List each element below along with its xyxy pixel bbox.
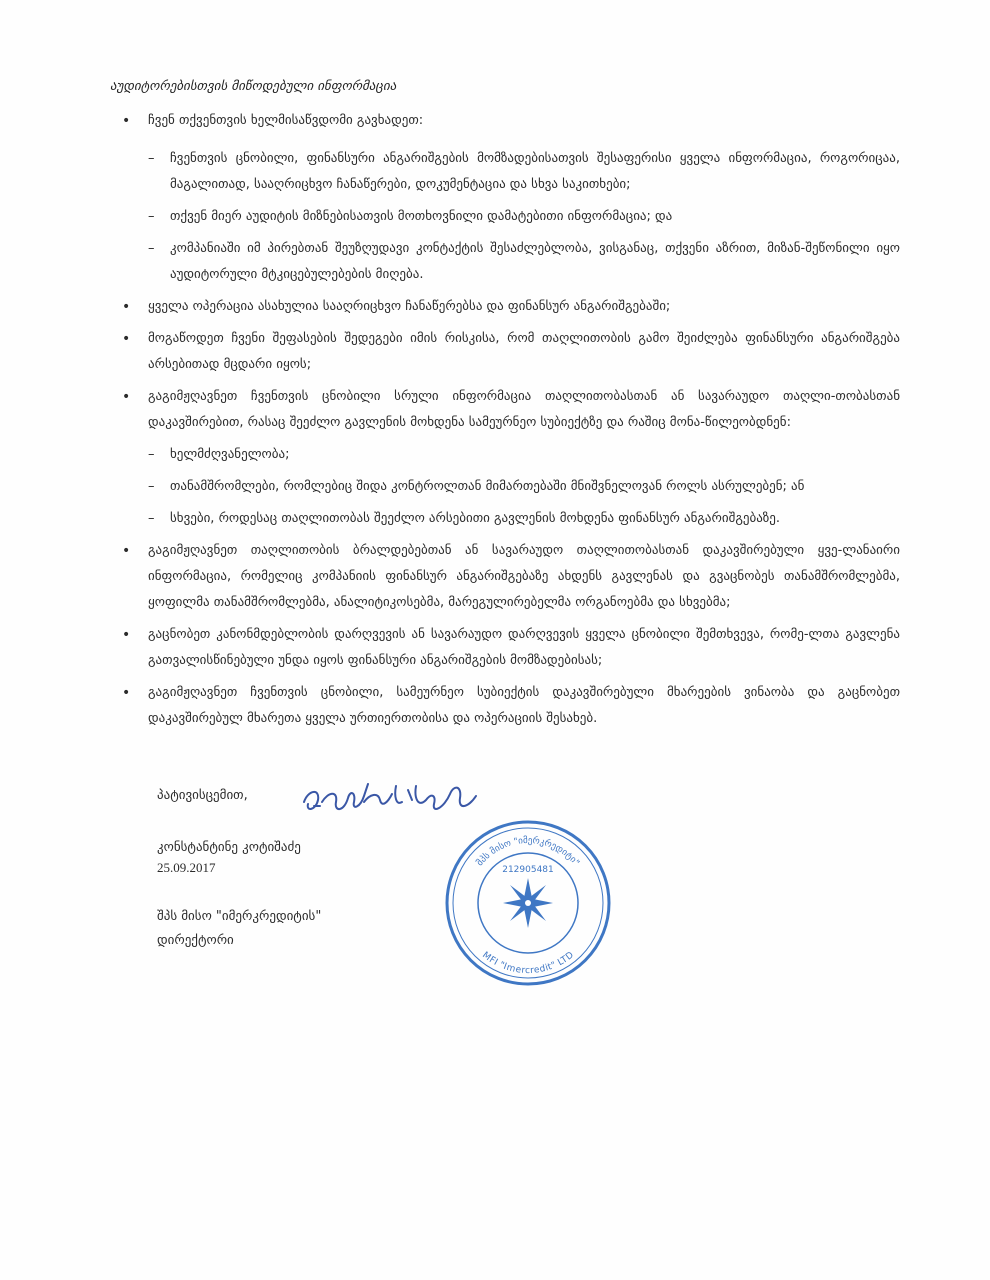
organization-name: შპს მისო "იმერკრედიტის" — [157, 909, 322, 924]
list-item — [120, 326, 900, 378]
signature-date: 25.09.2017 — [157, 860, 216, 875]
list-subitem — [120, 474, 900, 500]
list-item — [120, 538, 900, 616]
list-subitem — [120, 236, 900, 288]
list-item-text: თქვენ მიერ აუდიტის მიზნებისათვის მოთხოვნილი დამატებითი ინფორმაცია; და — [170, 209, 673, 224]
list-subitem — [120, 442, 900, 468]
dash-marker: – — [148, 151, 155, 166]
list-item-text: ხელმძღვანელობა; — [170, 447, 290, 462]
stamp-bottom-text: MFI "Imercredit" LTD — [480, 950, 576, 977]
bullet-marker: • — [122, 299, 131, 315]
list-item-text: კომპანიაში იმ პირებთან შეუზღუდავი კონტაქტის შესაძლებლობა, ვისგანაც, თქვენი აზრით, მიზან-შეწონილი იყო აუდიტორული მტკიცებულებების მიღება. — [170, 241, 900, 282]
handwritten-signature — [298, 772, 488, 822]
closing-salutation: პატივისცემით, — [157, 788, 248, 803]
list-item-text: ჩვენთვის ცნობილი, ფინანსური ანგარიშგების მომზადებისათვის შესაფერისი ყველა ინფორმაცია, როგორიცაა, მაგალითად, სააღრიცხვო ჩანაწერები, დოკუმენტაცია და სხვა საკითხები; — [170, 151, 900, 192]
dash-marker: – — [148, 511, 155, 526]
list-item — [120, 384, 900, 436]
signer-block — [157, 838, 301, 878]
stamp-number: 212905481 — [502, 865, 554, 875]
dash-marker: – — [148, 479, 155, 494]
svg-text:შპს მისო "იმერკრედიტი" — [474, 835, 580, 868]
list-item-text: თანამშრომლები, რომლებიც შიდა კონტროლთან მიმართებაში მნიშვნელოვან როლს ასრულებენ; ან — [170, 479, 805, 494]
list-item-text: გაგიმჟღავნეთ ჩვენთვის ცნობილი სრული ინფორმაცია თაღლითობასთან ან სავარაუდო თაღლი-თობასთან დაკავშირებით, რასაც შეეძლო გავლენის მოხდენა სამეურნეო სუბიექტზე და რაშიც მონა-წილეობდნენ: — [148, 389, 900, 430]
list-item-text: გაგიმჟღავნეთ თაღლითობის ბრალდებებთან ან სავარაუდო თაღლითობასთან დაკავშირებული ყვე-ლანაირი ინფორმაცია, რომელიც კომპანიის ფინანსურ ანგარიშგებაზე ახდენს გავლენას და გვაცნობეს თანამშრომლებმა, ყოფილმა თანამშრომლებმა, ანალიტიკოსებმა, მარეგულირებელმა ორგანოებმა და სხვებმა; — [148, 543, 900, 610]
list-subitem — [120, 146, 900, 198]
bullet-marker: • — [122, 627, 131, 643]
list-item-text: გაცნობეთ კანონმდებლობის დარღვევის ან სავარაუდო დარღვევის ყველა ცნობილი შემთხვევა, რომე-ლთა გავლენა გათვალისწინებული უნდა იყოს ფინანსური ანგარიშგების მომზადებისას; — [148, 627, 900, 668]
bullet-marker: • — [122, 113, 131, 129]
list-item-text: ყველა ოპერაცია ასახულია სააღრიცხვო ჩანაწერებსა და ფინანსურ ანგარიშგებაში; — [148, 299, 671, 314]
bullet-marker: • — [122, 685, 131, 701]
list-item-text: სხვები, როდესაც თაღლითობას შეეძლო არსებითი გავლენის მოხდენა ფინანსურ ანგარიშგებაზე. — [170, 511, 781, 526]
signer-name: კონსტანტინე კოტიშაძე — [157, 840, 301, 855]
list-item-text: ჩვენ თქვენთვის ხელმისაწვდომი გავხადეთ: — [148, 113, 424, 128]
svg-text:MFI "Imercredit" LTD — [480, 950, 576, 976]
list-subitem — [120, 204, 900, 230]
position-title: დირექტორი — [157, 933, 234, 948]
organization-block — [157, 905, 321, 953]
bullet-marker: • — [122, 389, 131, 405]
list-item — [120, 680, 900, 732]
dash-marker: – — [148, 209, 155, 224]
list-item — [120, 294, 900, 320]
list-subitem — [120, 506, 900, 532]
list-item — [120, 622, 900, 674]
list-item-text: მოგაწოდეთ ჩვენი შეფასების შედეგები იმის რისკისა, რომ თაღლითობის გამო შეიძლება ფინანსური ანგარიშგება არსებითად მცდარი იყოს; — [148, 331, 900, 372]
list-item-text: გაგიმჟღავნეთ ჩვენთვის ცნობილი, სამეურნეო სუბიექტის დაკავშირებული მხარეების ვინაობა და გაცნობეთ დაკავშირებულ მხარეთა ყველა ურთიერთობისა და ოპერაციის შესახებ. — [148, 685, 900, 726]
dash-marker: – — [148, 447, 155, 462]
stamp-top-text: შპს მისო "იმერკრედიტი" — [475, 835, 581, 869]
bullet-marker: • — [122, 331, 131, 347]
list-item — [120, 108, 900, 134]
bullet-marker: • — [122, 543, 131, 559]
statement-list — [120, 108, 900, 732]
section-heading: აუდიტორებისთვის მიწოდებული ინფორმაცია — [110, 79, 397, 94]
company-stamp — [442, 818, 614, 988]
dash-marker: – — [148, 241, 155, 256]
